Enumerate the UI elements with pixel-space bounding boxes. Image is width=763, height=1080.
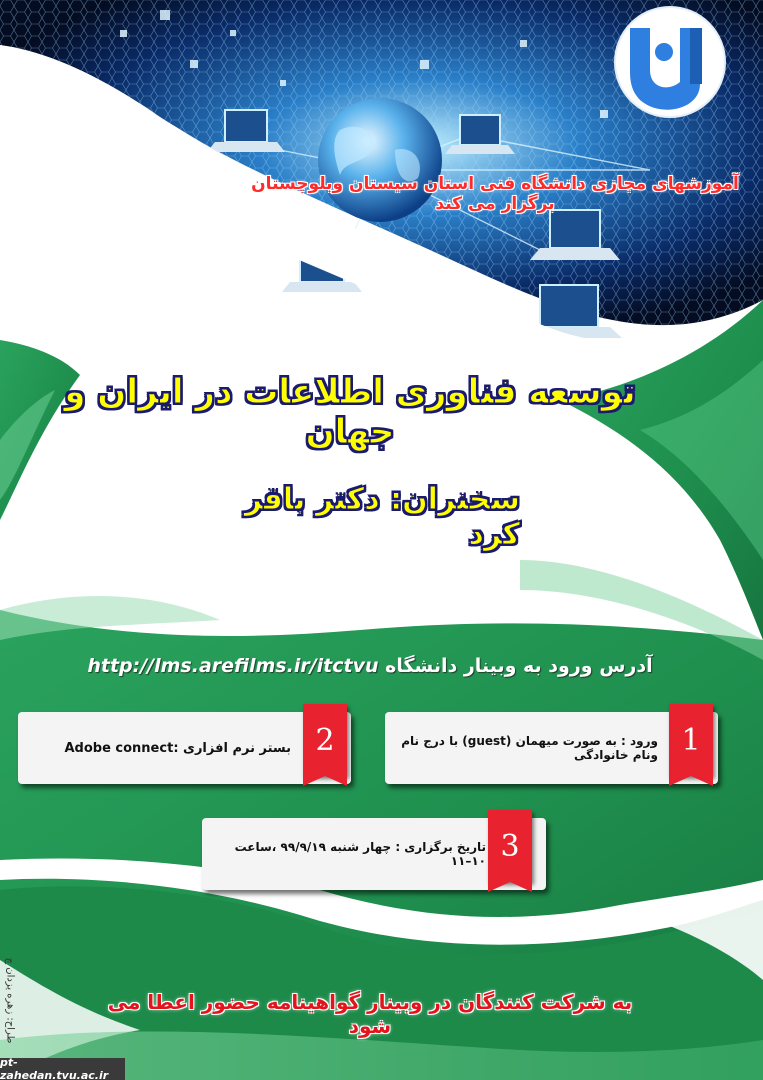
card-number-badge: 2 [303, 704, 347, 776]
university-logo [615, 7, 725, 117]
card-text: تاریخ برگزاری : چهار شنبه ۹۹/۹/۱۹ ،ساعت ۱۰–۱۱ [234, 840, 486, 868]
card-number-badge: 1 [669, 704, 713, 776]
designer-credit: طراح: زهره یزدان چ [4, 957, 16, 1044]
card-text: ورود : به صورت میهمان (guest) با درج نام ونام خانوادگی [401, 734, 658, 762]
certificate-note: به شرکت کنندگان در وبینار گواهینامه حضور اعطا می شود [107, 990, 633, 1038]
webinar-url[interactable]: http://lms.arefilms.ir/itctvu [87, 655, 379, 677]
info-card-software [18, 712, 351, 784]
organizer-subtitle: آموزشهای مجازی دانشگاه فنی استان سیستان وبلوچستان برگزار می کند [251, 174, 739, 214]
webinar-address-label: آدرس ورود به وبینار دانشگاه [385, 655, 653, 677]
card-number-badge: 3 [488, 810, 532, 882]
webinar-address [80, 655, 660, 677]
speaker-name: سخنران: دکتر باقر کرد [244, 482, 520, 552]
website-link[interactable]: pt-zahedan.tvu.ac.ir [0, 1058, 125, 1080]
event-title: توسعه فناوری اطلاعات در ایران و جهان [64, 372, 636, 452]
card-text: بستر نرم افزاری :Adobe connect [64, 740, 291, 756]
